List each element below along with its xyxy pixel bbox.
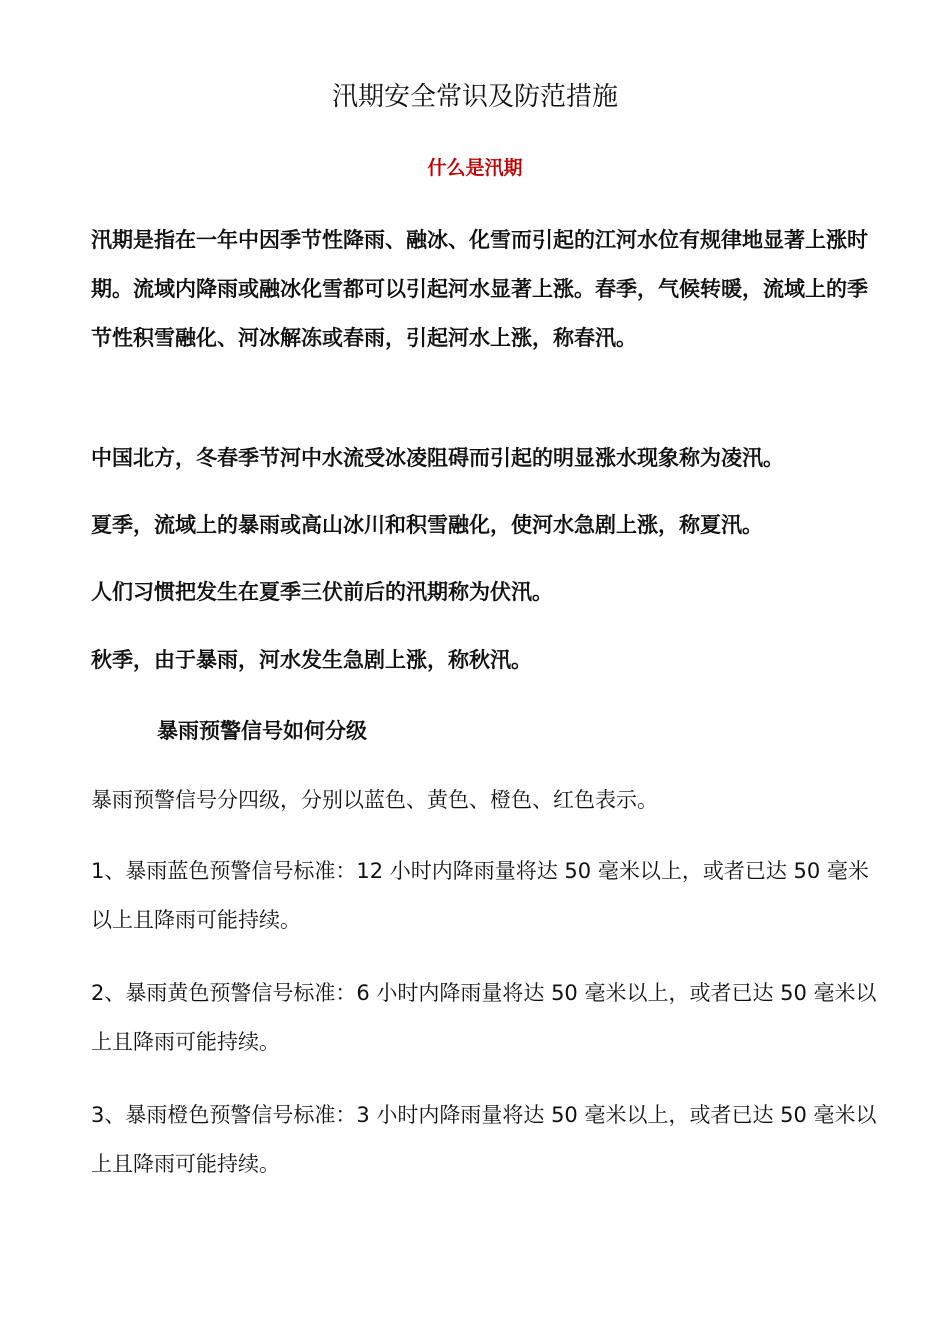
paragraph-autumn-flood: 秋季，由于暴雨，河水发生急剧上涨，称秋汛。 xyxy=(91,648,532,672)
document-title: 汛期安全常识及防范措施 xyxy=(331,82,618,112)
section-heading-flood-season: 什么是汛期 xyxy=(427,157,523,179)
paragraph-yellow-warning: 2、暴雨黄色预警信号标准：6 小时内降雨量将达 50 毫米以上，或者已达 50 毫米以上且降雨可能持续。 xyxy=(91,981,877,1054)
paragraph-summer-flood: 夏季，流域上的暴雨或高山冰川和积雪融化，使河水急剧上涨，称夏汛。 xyxy=(91,513,763,537)
paragraph-ice-flood: 中国北方，冬春季节河中水流受冰凌阻碍而引起的明显涨水现象称为凌汛。 xyxy=(91,446,784,470)
paragraph-blue-warning: 1、暴雨蓝色预警信号标准：12 小时内降雨量将达 50 毫米以上，或者已达 50 毫米以上且降雨可能持续。 xyxy=(91,859,869,932)
paragraph-warning-levels: 暴雨预警信号分四级，分别以蓝色、黄色、橙色、红色表示。 xyxy=(91,788,658,812)
paragraph-flood-definition: 汛期是指在一年中因季节性降雨、融冰、化雪而引起的江河水位有规律地显著上涨时期。流域内降雨或融冰化雪都可以引起河水显著上涨。春季，气候转暖，流域上的季节性积雪融化、河冰解冻或春雨，引起河水上涨，称春汛。 xyxy=(91,228,868,350)
paragraph-orange-warning: 3、暴雨橙色预警信号标准：3 小时内降雨量将达 50 毫米以上，或者已达 50 毫米以上且降雨可能持续。 xyxy=(91,1103,877,1176)
section-heading-rainstorm-warning: 暴雨预警信号如何分级 xyxy=(157,719,367,743)
paragraph-dog-days-flood: 人们习惯把发生在夏季三伏前后的汛期称为伏汛。 xyxy=(91,580,553,604)
